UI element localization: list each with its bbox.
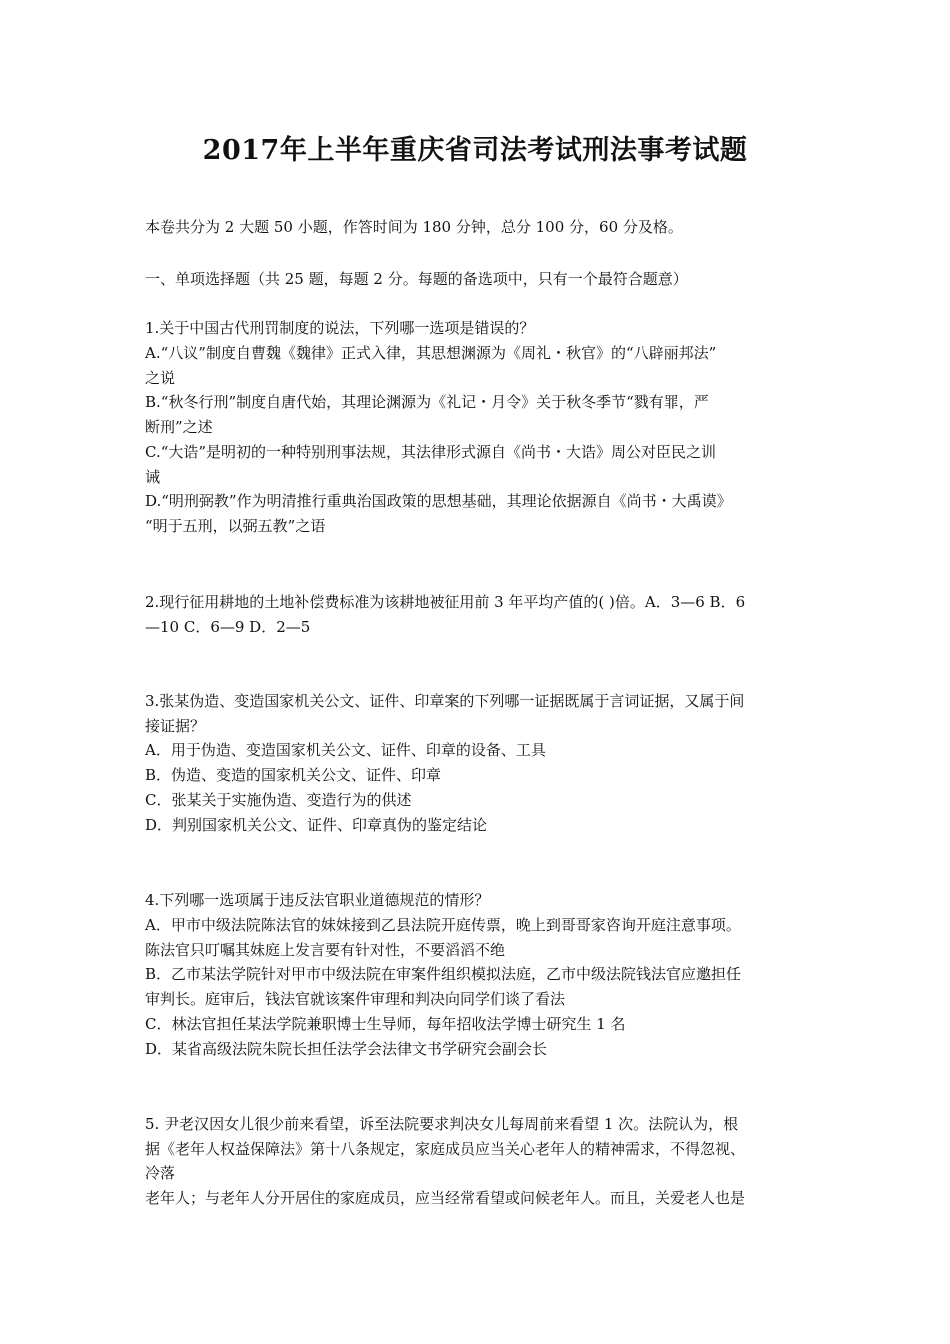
q1-option-b: B.“秋冬行刑”制度自唐代始，其理论渊源为《礼记・月令》关于秋冬季节“戮有罪，严 <box>145 393 709 411</box>
q4-option-d: D．某省高级法院朱院长担任法学会法律文书学研究会副会长 <box>145 1040 548 1058</box>
q3-stem: 3.张某伪造、变造国家机关公文、证件、印章案的下列哪一证据既属于言词证据，又属于间 <box>145 692 745 710</box>
section-heading: 一、单项选择题（共 25 题，每题 2 分。每题的备选项中，只有一个最符合题意） <box>145 270 688 288</box>
q3-option-d: D．判别国家机关公文、证件、印章真伪的鉴定结论 <box>145 816 488 834</box>
q4-option-b-cont: 审判长。庭审后，钱法官就该案件审理和判决向同学们谈了看法 <box>145 990 566 1008</box>
q1-option-a-cont: 之说 <box>145 369 176 387</box>
q1-option-a: A.“八议”制度自曹魏《魏律》正式入律，其思想渊源为《周礼・秋官》的“八辟丽邦法” <box>145 344 717 362</box>
q1-option-d-cont: “明于五刑，以弼五教”之语 <box>145 517 326 535</box>
q2-line-1: 2.现行征用耕地的土地补偿费标准为该耕地被征用前 3 年平均产值的( )倍。A．3—6 B．6 <box>145 593 746 611</box>
q5-line-3: 冷落 <box>145 1164 176 1182</box>
q1-option-c-cont: 诫 <box>145 468 161 486</box>
q4-option-b: B．乙市某法学院针对甲市中级法院在审案件组织模拟法庭，乙市中级法院钱法官应邀担任 <box>145 965 742 983</box>
document-title: 2017年上半年重庆省司法考试刑法事考试题 <box>202 135 748 166</box>
q3-option-c: C．张某关于实施伪造、变造行为的供述 <box>145 791 412 809</box>
q2-line-2: —10 C．6—9 D．2—5 <box>145 618 311 636</box>
q4-option-a-cont: 陈法官只叮嘱其妹庭上发言要有针对性，不要滔滔不绝 <box>145 941 506 959</box>
q4-stem: 4.下列哪一选项属于违反法官职业道德规范的情形？ <box>145 891 490 909</box>
q3-stem-cont: 接证据？ <box>145 717 206 735</box>
q5-line-2: 据《老年人权益保障法》第十八条规定，家庭成员应当关心老年人的精神需求，不得忽视、 <box>145 1140 746 1158</box>
q1-option-b-cont: 断刑”之述 <box>145 418 213 436</box>
q1-option-d: D.“明刑弼教”作为明清推行重典治国政策的思想基础，其理论依据源自《尚书・大禹谟》 <box>145 492 732 510</box>
q5-line-1: 5. 尹老汉因女儿很少前来看望，诉至法院要求判决女儿每周前来看望 1 次。法院认为，根 <box>145 1115 739 1133</box>
q3-option-a: A．用于伪造、变造国家机关公文、证件、印章的设备、工具 <box>145 741 546 759</box>
exam-intro: 本卷共分为 2 大题 50 小题，作答时间为 180 分钟，总分 100 分，60 分及格。 <box>145 218 683 236</box>
q1-option-c: C.“大诰”是明初的一种特别刑事法规，其法律形式源自《尚书・大诰》周公对臣民之训 <box>145 443 717 461</box>
q4-option-c: C．林法官担任某法学院兼职博士生导师，每年招收法学博士研究生 1 名 <box>145 1015 626 1033</box>
q5-line-4: 老年人；与老年人分开居住的家庭成员，应当经常看望或问候老年人。而且，关爱老人也是 <box>145 1189 746 1207</box>
q4-option-a: A．甲市中级法院陈法官的妹妹接到乙县法院开庭传票，晚上到哥哥家咨询开庭注意事项。 <box>145 916 741 934</box>
q1-stem: 1.关于中国古代刑罚制度的说法，下列哪一选项是错误的？ <box>145 319 535 337</box>
q3-option-b: B．伪造、变造的国家机关公文、证件、印章 <box>145 766 442 784</box>
